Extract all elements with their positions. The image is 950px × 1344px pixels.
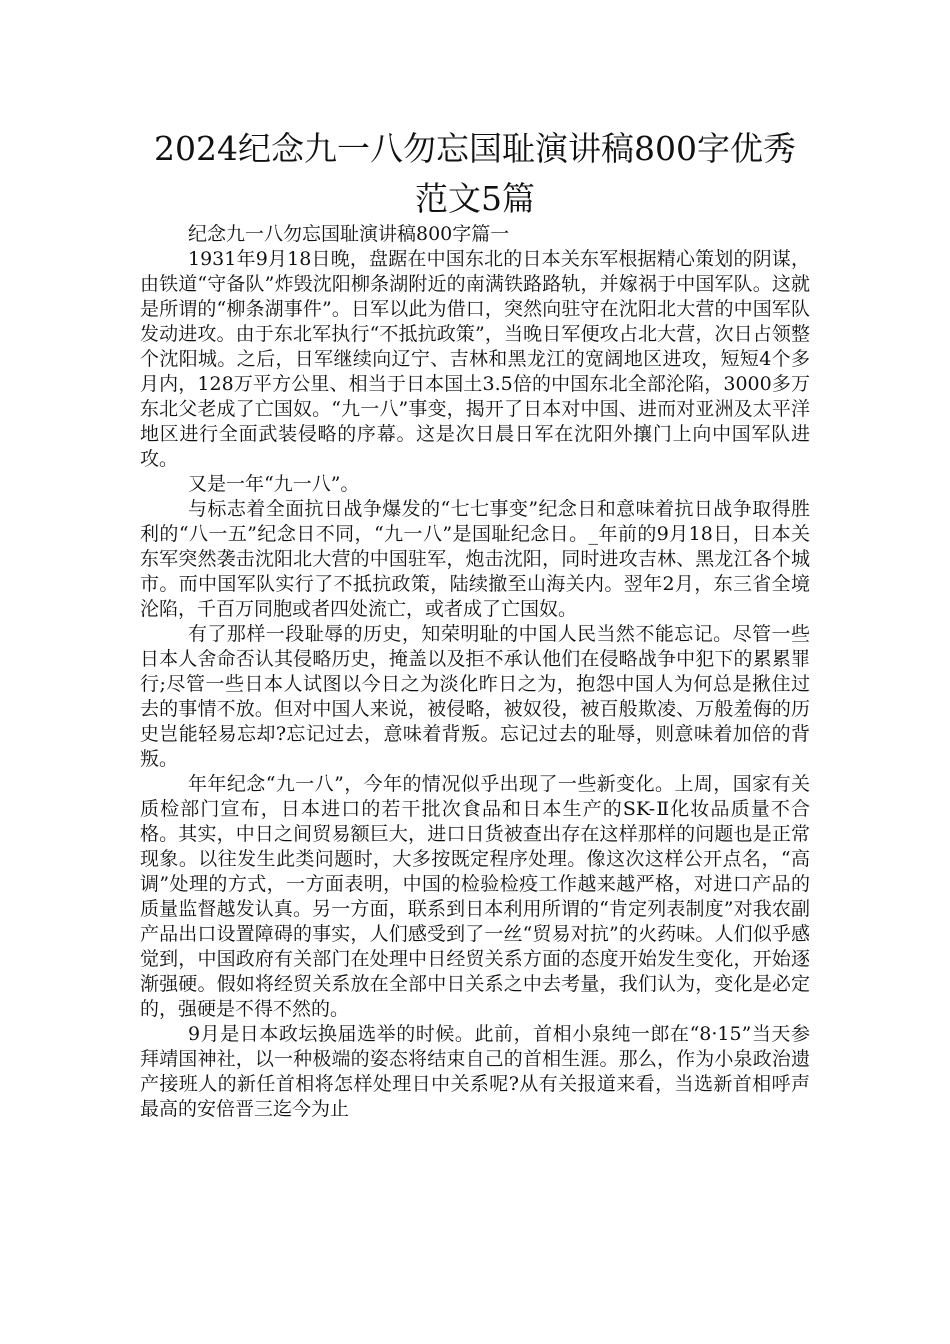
paragraph-5: 年年纪念“九一八”，今年的情况似乎出现了一些新变化。上周，国家有关质检部门宣布，日本进口的若干批次食品和日本生产的SK-Ⅱ化妆品质量不合格。其实，中日之间贸易额巨大，进口日货被查出存在这样那样的问题也是正常现象。以往发生此类问题时，大多按既定程序处理。像这次这样公开点名，“高调”处理的方式，一方面表明，中国的检验检疫工作越来越严格，对进口产品的质量监督越发认真。另一方面，联系到日本利用所谓的“肯定列表制度”对我农副产品出口设置障碍的事实，人们感受到了一丝“贸易对抗”的火药味。人们似乎感觉到，中国政府有关部门在处理中日经贸关系方面的态度开始发生变化，开始逐渐强硬。假如将经贸关系放在全部中日关系之中去考量，我们认为，变化是必定的，强硬是不得不然的。 [140, 773, 810, 1020]
document-body [140, 222, 810, 1122]
section-heading: 纪念九一八勿忘国耻演讲稿800字篇一 [188, 223, 510, 245]
paragraph-2: 又是一年“九一八”。 [188, 473, 360, 495]
paragraph-1: 1931年9月18日晚，盘踞在中国东北的日本关东军根据精心策划的阴谋，由铁道“守备队”炸毁沈阳柳条湖附近的南满铁路路轨，并嫁祸于中国军队。这就是所谓的“柳条湖事件”。日军以此为借口，突然向驻守在沈阳北大营的中国军队发动进攻。由于东北军执行“不抵抗政策”，当晚日军便攻占北大营，次日占领整个沈阳城。之后，日军继续向辽宁、吉林和黑龙江的宽阔地区进攻，短短4个多月内，128万平方公里、相当于日本国土3.5倍的中国东北全部沦陷，3000多万东北父老成了亡国奴。“九一八”事变，揭开了日本对中国、进而对亚洲及太平洋地区进行全面武装侵略的序幕。这是次日晨日军在沈阳外攘门上向中国军队进攻。 [140, 248, 810, 470]
paragraph-6: 9月是日本政坛换届选举的时候。此前，首相小泉纯一郎在“8·15”当天参拜靖国神社，以一种极端的姿态将结束自己的首相生涯。那么，作为小泉政治遗产接班人的新任首相将怎样处理日中关系呢?从有关报道来看，当选新首相呼声最高的安倍晋三迄今为止 [140, 1023, 810, 1120]
paragraph-4: 有了那样一段耻辱的历史，知荣明耻的中国人民当然不能忘记。尽管一些日本人舍命否认其侵略历史，掩盖以及拒不承认他们在侵略战争中犯下的累累罪行;尽管一些日本人试图以今日之为淡化昨日之为，抱怨中国人为何总是揪住过去的事情不放。但对中国人来说，被侵略，被奴役，被百般欺凌、万般羞侮的历史岂能轻易忘却?忘记过去，意味着背叛。忘记过去的耻辱，则意味着加倍的背叛。 [140, 623, 810, 770]
paragraph-3: 与标志着全面抗日战争爆发的“七七事变”纪念日和意味着抗日战争取得胜利的“八一五”纪念日不同，“九一八”是国耻纪念日。_年前的9月18日，日本关东军突然袭击沈阳北大营的中国驻军，炮击沈阳，同时进攻吉林、黑龙江各个城市。而中国军队实行了不抵抗政策，陆续撤至山海关内。翌年2月，东三省全境沦陷，千百万同胞或者四处流亡，或者成了亡国奴。 [140, 498, 810, 620]
document-title: 2024纪念九一八勿忘国耻演讲稿800字优秀范文5篇 [154, 129, 796, 218]
